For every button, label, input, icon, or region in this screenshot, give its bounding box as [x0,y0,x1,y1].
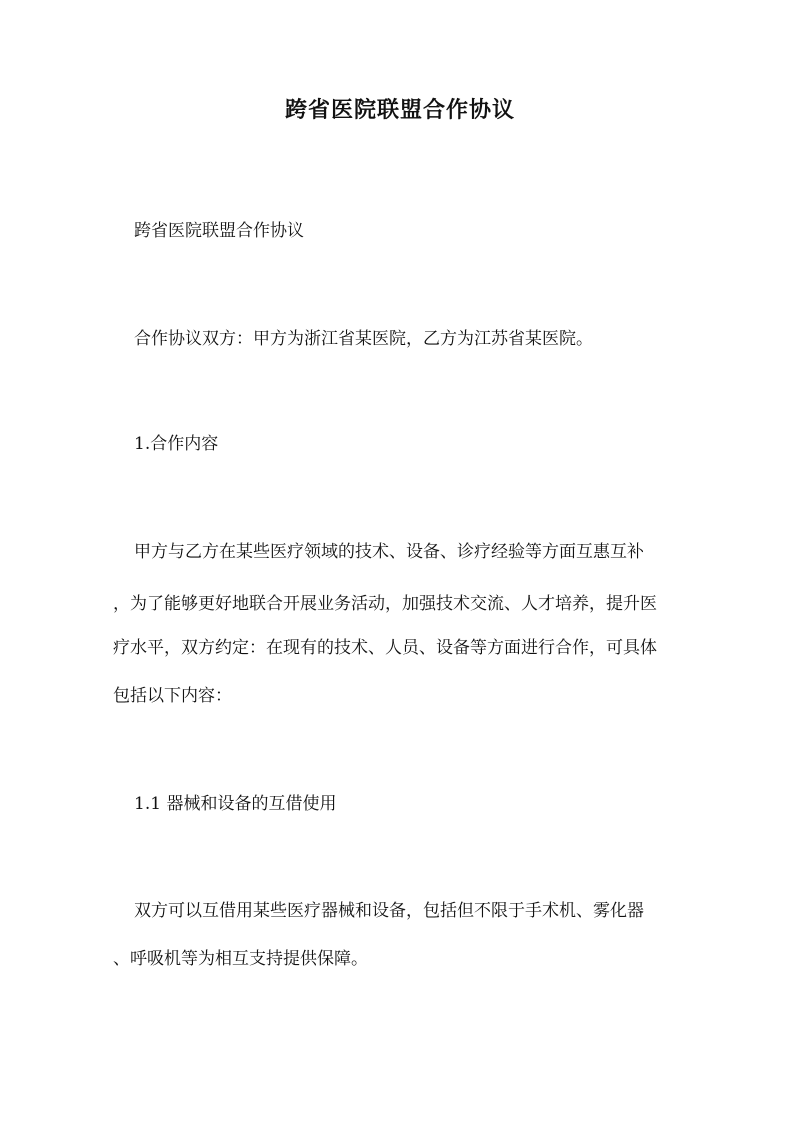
section-1-paragraph-line: ，为了能够更好地联合开展业务活动，加强技术交流、人才培养，提升医 [113,594,657,614]
section-1-1-heading: 1.1 器械和设备的互借使用 [134,794,337,814]
section-1-paragraph-line: 包括以下内容： [113,686,232,706]
document-title: 跨省医院联盟合作协议 [284,97,515,123]
section-1-heading: 1.合作内容 [134,434,219,454]
section-1-1-paragraph-line: 双方可以互借用某些医疗器械和设备，包括但不限于手术机、雾化器 [134,901,644,921]
document-subtitle: 跨省医院联盟合作协议 [134,221,304,241]
parties-paragraph: 合作协议双方：甲方为浙江省某医院，乙方为江苏省某医院。 [134,329,593,349]
section-1-paragraph-line: 甲方与乙方在某些医疗领域的技术、设备、诊疗经验等方面互惠互补 [134,542,644,562]
section-1-1-paragraph-line: 、呼吸机等为相互支持提供保障。 [113,949,368,969]
section-1-paragraph-line: 疗水平，双方约定：在现有的技术、人员、设备等方面进行合作，可具体 [113,638,657,658]
